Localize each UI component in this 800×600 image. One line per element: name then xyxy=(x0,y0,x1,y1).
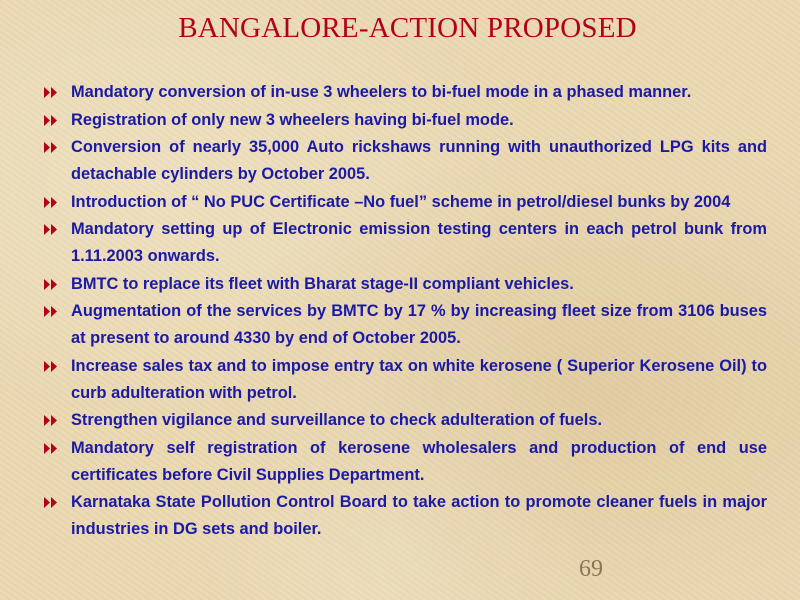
bullet-text: Conversion of nearly 35,000 Auto rickshaws running with unauthorized LPG kits and detachable cylinders by October 2005. xyxy=(71,138,767,183)
bullet-item xyxy=(43,489,767,543)
bullet-list xyxy=(43,79,767,544)
bullet-text: Mandatory self registration of kerosene wholesalers and production of end use certificates before Civil Supplies Department. xyxy=(71,438,767,484)
bullet-text: Karnataka State Pollution Control Board to take action to promote cleaner fuels in major industries in DG sets and boiler. xyxy=(71,493,767,538)
bullet-item xyxy=(43,407,767,434)
bullet-text: Mandatory conversion of in-use 3 wheelers to bi-fuel mode in a phased manner. xyxy=(71,83,692,101)
page-number: 69 xyxy=(579,556,603,582)
bullet-item xyxy=(43,189,767,216)
bullet-text: Introduction of “ No PUC Certificate –No fuel” scheme in petrol/diesel bunks by 2004 xyxy=(71,192,731,211)
bullet-item xyxy=(43,271,767,298)
double-arrow-icon xyxy=(43,443,59,454)
bullet-item xyxy=(43,353,767,407)
double-arrow-icon xyxy=(43,361,59,372)
double-arrow-icon xyxy=(43,87,59,98)
bullet-text: Augmentation of the services by BMTC by 17 % by increasing fleet size from 3106 buses at present to around 4330 by end of October 2005. xyxy=(71,302,767,347)
bullet-item xyxy=(43,107,767,134)
bullet-item xyxy=(43,134,767,188)
bullet-item xyxy=(43,216,767,270)
bullet-text: BMTC to replace its fleet with Bharat stage-II compliant vehicles. xyxy=(71,274,574,293)
bullet-text: Mandatory setting up of Electronic emission testing centers in each petrol bunk from 1.11.2003 onwards. xyxy=(71,220,767,265)
double-arrow-icon xyxy=(43,142,59,153)
bullet-item xyxy=(43,435,767,489)
bullet-item xyxy=(43,79,767,106)
double-arrow-icon xyxy=(43,497,59,508)
bullet-item xyxy=(43,298,767,352)
double-arrow-icon xyxy=(43,197,59,208)
double-arrow-icon xyxy=(43,224,59,235)
double-arrow-icon xyxy=(43,279,59,290)
double-arrow-icon xyxy=(43,115,59,126)
double-arrow-icon xyxy=(43,415,59,426)
double-arrow-icon xyxy=(43,306,59,317)
bullet-text: Registration of only new 3 wheelers having bi-fuel mode. xyxy=(71,110,514,129)
bullet-text: Strengthen vigilance and surveillance to check adulteration of fuels. xyxy=(71,411,603,429)
slide-title: BANGALORE-ACTION PROPOSED xyxy=(178,12,637,44)
bullet-text: Increase sales tax and to impose entry tax on white kerosene ( Superior Kerosene Oil) to curb adulteration with petrol. xyxy=(71,356,767,402)
